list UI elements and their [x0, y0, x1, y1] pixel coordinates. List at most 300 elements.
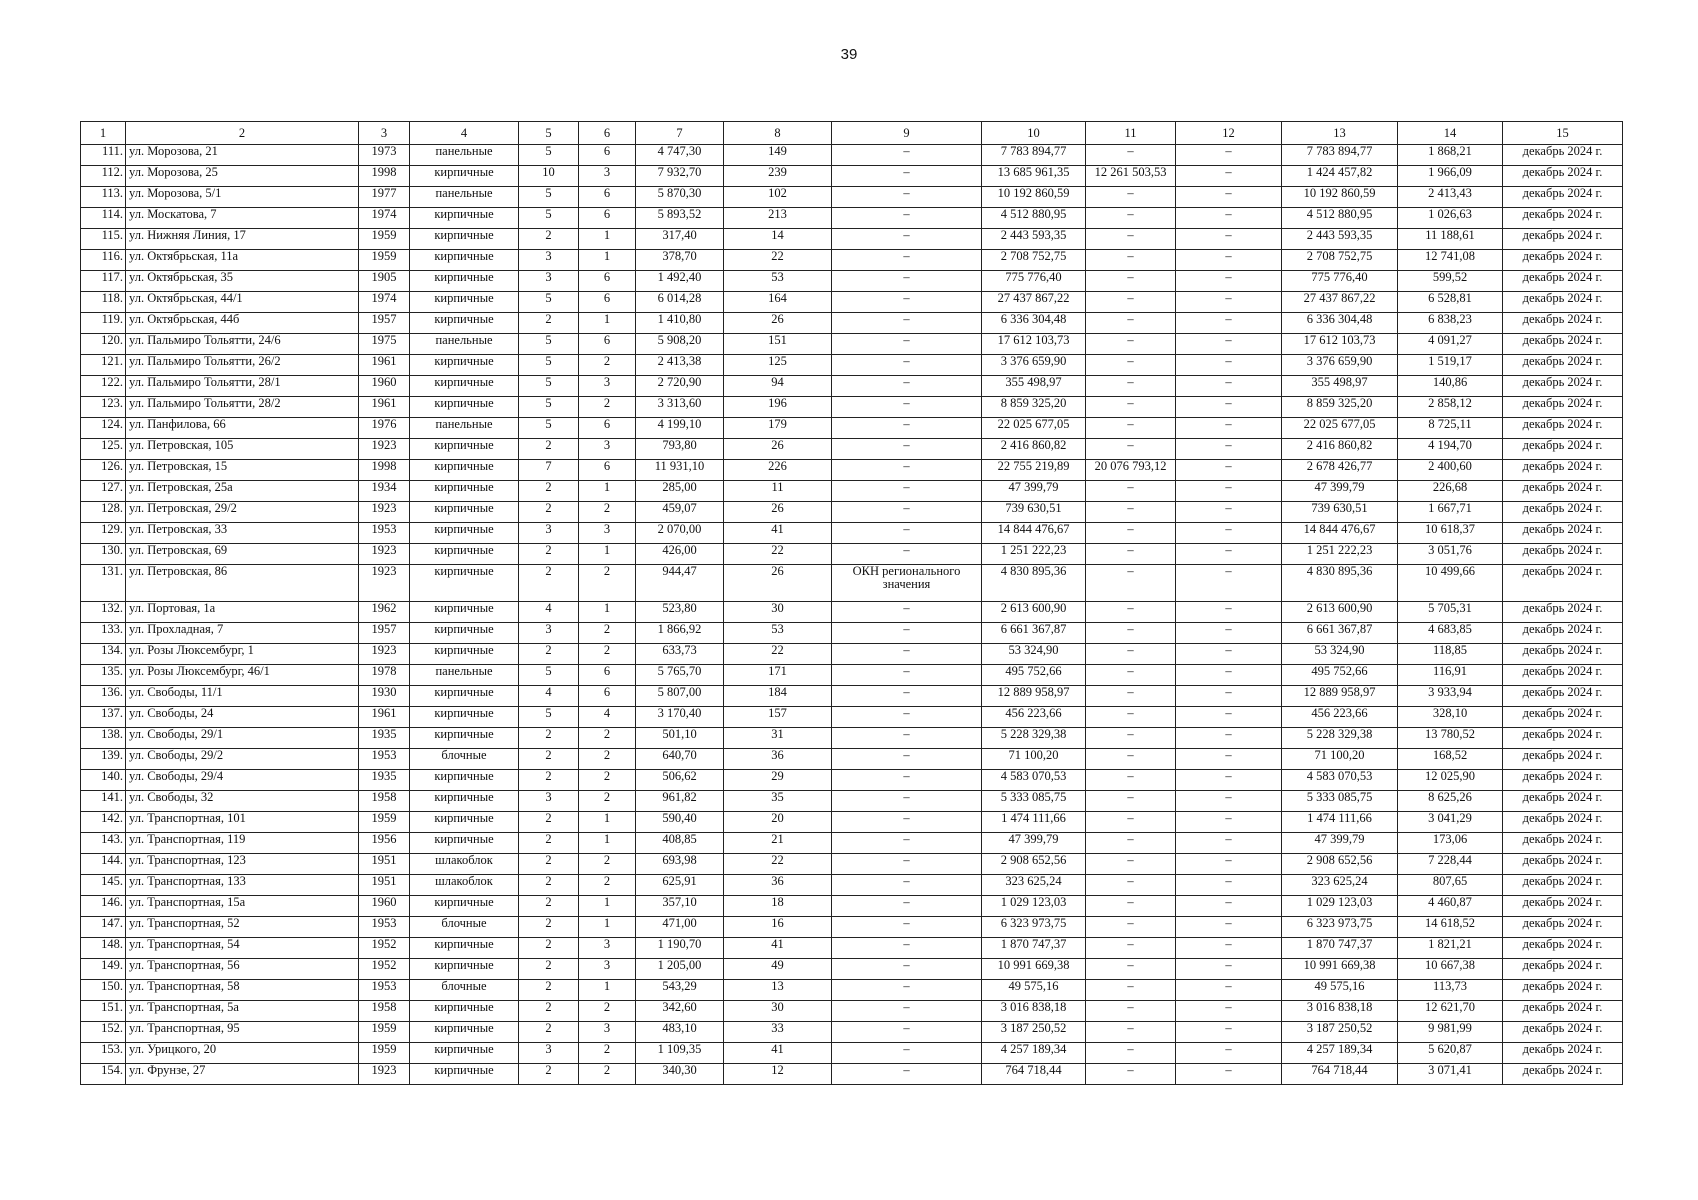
- table-row: [81, 418, 1623, 439]
- col12-cell: –: [1176, 749, 1282, 770]
- heritage-status-cell: –: [832, 313, 982, 334]
- heritage-status-cell: –: [832, 145, 982, 166]
- col14-cell: 12 621,70: [1398, 1001, 1503, 1022]
- col11-cell: –: [1086, 418, 1176, 439]
- deadline-cell: декабрь 2024 г.: [1503, 523, 1623, 544]
- floors-cell: 2: [519, 502, 579, 523]
- row-number: 123.: [81, 397, 126, 418]
- wall-material-cell: кирпичные: [410, 397, 519, 418]
- year-cell: 1930: [359, 686, 410, 707]
- row-number: 126.: [81, 460, 126, 481]
- deadline-cell: декабрь 2024 г.: [1503, 854, 1623, 875]
- wall-material-cell: кирпичные: [410, 565, 519, 602]
- col13-cost-cell: 764 718,44: [1282, 1064, 1398, 1085]
- col14-cell: 2 413,43: [1398, 187, 1503, 208]
- row-number: 124.: [81, 418, 126, 439]
- col6-cell: 1: [579, 229, 636, 250]
- wall-material-cell: кирпичные: [410, 812, 519, 833]
- col14-cell: 328,10: [1398, 707, 1503, 728]
- table-row: [81, 376, 1623, 397]
- table-row: [81, 544, 1623, 565]
- col12-cell: –: [1176, 644, 1282, 665]
- wall-material-cell: кирпичные: [410, 481, 519, 502]
- deadline-cell: декабрь 2024 г.: [1503, 250, 1623, 271]
- year-cell: 1998: [359, 166, 410, 187]
- total-cost-cell: 4 830 895,36: [982, 565, 1086, 602]
- deadline-cell: декабрь 2024 г.: [1503, 376, 1623, 397]
- col8-cell: 22: [724, 854, 832, 875]
- deadline-cell: декабрь 2024 г.: [1503, 397, 1623, 418]
- col13-cost-cell: 10 192 860,59: [1282, 187, 1398, 208]
- col6-cell: 6: [579, 460, 636, 481]
- table-row: [81, 875, 1623, 896]
- area-cell: 523,80: [636, 602, 724, 623]
- col14-cell: 4 683,85: [1398, 623, 1503, 644]
- heritage-status-cell: –: [832, 187, 982, 208]
- total-cost-cell: 5 228 329,38: [982, 728, 1086, 749]
- col8-cell: 53: [724, 623, 832, 644]
- col12-cell: –: [1176, 418, 1282, 439]
- col12-cell: –: [1176, 686, 1282, 707]
- col14-cell: 4 460,87: [1398, 896, 1503, 917]
- heritage-status-cell: –: [832, 770, 982, 791]
- col6-cell: 2: [579, 565, 636, 602]
- address-cell: ул. Октябрьская, 44/1: [126, 292, 359, 313]
- year-cell: 1961: [359, 707, 410, 728]
- total-cost-cell: 7 783 894,77: [982, 145, 1086, 166]
- col13-cost-cell: 47 399,79: [1282, 481, 1398, 502]
- deadline-cell: декабрь 2024 г.: [1503, 917, 1623, 938]
- year-cell: 1934: [359, 481, 410, 502]
- table-row: [81, 397, 1623, 418]
- wall-material-cell: панельные: [410, 145, 519, 166]
- col12-cell: –: [1176, 271, 1282, 292]
- heritage-status-cell: –: [832, 833, 982, 854]
- year-cell: 1951: [359, 875, 410, 896]
- floors-cell: 2: [519, 980, 579, 1001]
- year-cell: 1973: [359, 145, 410, 166]
- col14-cell: 10 618,37: [1398, 523, 1503, 544]
- floors-cell: 3: [519, 271, 579, 292]
- col11-cell: –: [1086, 896, 1176, 917]
- area-cell: 590,40: [636, 812, 724, 833]
- col14-cell: 3 051,76: [1398, 544, 1503, 565]
- col8-cell: 12: [724, 1064, 832, 1085]
- wall-material-cell: кирпичные: [410, 1064, 519, 1085]
- col12-cell: –: [1176, 602, 1282, 623]
- table-row: [81, 166, 1623, 187]
- row-number: 144.: [81, 854, 126, 875]
- area-cell: 7 932,70: [636, 166, 724, 187]
- housing-register-table: [80, 121, 1623, 1085]
- heritage-status-cell: –: [832, 749, 982, 770]
- col6-cell: 2: [579, 355, 636, 376]
- address-cell: ул. Петровская, 15: [126, 460, 359, 481]
- year-cell: 1977: [359, 187, 410, 208]
- column-header: 1: [81, 122, 126, 145]
- col13-cost-cell: 10 991 669,38: [1282, 959, 1398, 980]
- col12-cell: –: [1176, 502, 1282, 523]
- total-cost-cell: 14 844 476,67: [982, 523, 1086, 544]
- wall-material-cell: кирпичные: [410, 770, 519, 791]
- col6-cell: 2: [579, 1064, 636, 1085]
- heritage-status-cell: –: [832, 208, 982, 229]
- col6-cell: 2: [579, 1001, 636, 1022]
- floors-cell: 2: [519, 770, 579, 791]
- floors-cell: 5: [519, 187, 579, 208]
- address-cell: ул. Транспортная, 5а: [126, 1001, 359, 1022]
- col12-cell: –: [1176, 770, 1282, 791]
- heritage-status-cell: –: [832, 938, 982, 959]
- col14-cell: 116,91: [1398, 665, 1503, 686]
- col12-cell: –: [1176, 523, 1282, 544]
- col14-cell: 1 667,71: [1398, 502, 1503, 523]
- heritage-status-cell: –: [832, 523, 982, 544]
- address-cell: ул. Розы Люксембург, 1: [126, 644, 359, 665]
- floors-cell: 5: [519, 145, 579, 166]
- col14-cell: 226,68: [1398, 481, 1503, 502]
- table-row: [81, 271, 1623, 292]
- wall-material-cell: кирпичные: [410, 1043, 519, 1064]
- col11-cell: –: [1086, 959, 1176, 980]
- address-cell: ул. Петровская, 86: [126, 565, 359, 602]
- total-cost-cell: 17 612 103,73: [982, 334, 1086, 355]
- table-row: [81, 728, 1623, 749]
- floors-cell: 2: [519, 812, 579, 833]
- deadline-cell: декабрь 2024 г.: [1503, 1001, 1623, 1022]
- col6-cell: 4: [579, 707, 636, 728]
- address-cell: ул. Октябрьская, 44б: [126, 313, 359, 334]
- col13-cost-cell: 2 708 752,75: [1282, 250, 1398, 271]
- col14-cell: 113,73: [1398, 980, 1503, 1001]
- area-cell: 2 070,00: [636, 523, 724, 544]
- deadline-cell: декабрь 2024 г.: [1503, 334, 1623, 355]
- col6-cell: 2: [579, 854, 636, 875]
- col14-cell: 4 194,70: [1398, 439, 1503, 460]
- col13-cost-cell: 53 324,90: [1282, 644, 1398, 665]
- col13-cost-cell: 739 630,51: [1282, 502, 1398, 523]
- col14-cell: 173,06: [1398, 833, 1503, 854]
- address-cell: ул. Морозова, 5/1: [126, 187, 359, 208]
- year-cell: 1953: [359, 917, 410, 938]
- area-cell: 693,98: [636, 854, 724, 875]
- col14-cell: 10 667,38: [1398, 959, 1503, 980]
- col12-cell: –: [1176, 481, 1282, 502]
- address-cell: ул. Октябрьская, 35: [126, 271, 359, 292]
- area-cell: 2 720,90: [636, 376, 724, 397]
- col8-cell: 14: [724, 229, 832, 250]
- col6-cell: 1: [579, 602, 636, 623]
- col8-cell: 22: [724, 544, 832, 565]
- col12-cell: –: [1176, 980, 1282, 1001]
- col11-cell: –: [1086, 623, 1176, 644]
- total-cost-cell: 2 708 752,75: [982, 250, 1086, 271]
- col13-cost-cell: 12 889 958,97: [1282, 686, 1398, 707]
- col11-cell: –: [1086, 917, 1176, 938]
- wall-material-cell: кирпичные: [410, 686, 519, 707]
- floors-cell: 7: [519, 460, 579, 481]
- row-number: 148.: [81, 938, 126, 959]
- year-cell: 1905: [359, 271, 410, 292]
- col12-cell: –: [1176, 833, 1282, 854]
- col11-cell: –: [1086, 644, 1176, 665]
- col14-cell: 12 025,90: [1398, 770, 1503, 791]
- year-cell: 1962: [359, 602, 410, 623]
- floors-cell: 2: [519, 854, 579, 875]
- total-cost-cell: 5 333 085,75: [982, 791, 1086, 812]
- deadline-cell: декабрь 2024 г.: [1503, 644, 1623, 665]
- col11-cell: 12 261 503,53: [1086, 166, 1176, 187]
- deadline-cell: декабрь 2024 г.: [1503, 166, 1623, 187]
- row-number: 143.: [81, 833, 126, 854]
- col12-cell: –: [1176, 397, 1282, 418]
- col8-cell: 41: [724, 523, 832, 544]
- col14-cell: 6 528,81: [1398, 292, 1503, 313]
- area-cell: 1 492,40: [636, 271, 724, 292]
- row-number: 154.: [81, 1064, 126, 1085]
- total-cost-cell: 6 323 973,75: [982, 917, 1086, 938]
- col6-cell: 2: [579, 644, 636, 665]
- col8-cell: 171: [724, 665, 832, 686]
- col11-cell: –: [1086, 313, 1176, 334]
- area-cell: 2 413,38: [636, 355, 724, 376]
- row-number: 153.: [81, 1043, 126, 1064]
- column-header: 11: [1086, 122, 1176, 145]
- wall-material-cell: панельные: [410, 418, 519, 439]
- floors-cell: 2: [519, 875, 579, 896]
- col8-cell: 164: [724, 292, 832, 313]
- area-cell: 340,30: [636, 1064, 724, 1085]
- col6-cell: 1: [579, 544, 636, 565]
- col8-cell: 184: [724, 686, 832, 707]
- deadline-cell: декабрь 2024 г.: [1503, 938, 1623, 959]
- col8-cell: 157: [724, 707, 832, 728]
- year-cell: 1961: [359, 397, 410, 418]
- table-row: [81, 959, 1623, 980]
- column-header: 4: [410, 122, 519, 145]
- col8-cell: 94: [724, 376, 832, 397]
- year-cell: 1959: [359, 250, 410, 271]
- year-cell: 1959: [359, 229, 410, 250]
- year-cell: 1953: [359, 523, 410, 544]
- row-number: 130.: [81, 544, 126, 565]
- col8-cell: 18: [724, 896, 832, 917]
- deadline-cell: декабрь 2024 г.: [1503, 749, 1623, 770]
- table-row: [81, 1001, 1623, 1022]
- row-number: 120.: [81, 334, 126, 355]
- floors-cell: 2: [519, 1022, 579, 1043]
- table-row: [81, 602, 1623, 623]
- table-row: [81, 334, 1623, 355]
- deadline-cell: декабрь 2024 г.: [1503, 145, 1623, 166]
- col14-cell: 118,85: [1398, 644, 1503, 665]
- deadline-cell: декабрь 2024 г.: [1503, 502, 1623, 523]
- deadline-cell: декабрь 2024 г.: [1503, 896, 1623, 917]
- col12-cell: –: [1176, 812, 1282, 833]
- col13-cost-cell: 49 575,16: [1282, 980, 1398, 1001]
- col12-cell: –: [1176, 187, 1282, 208]
- deadline-cell: декабрь 2024 г.: [1503, 770, 1623, 791]
- floors-cell: 5: [519, 418, 579, 439]
- deadline-cell: декабрь 2024 г.: [1503, 875, 1623, 896]
- floors-cell: 5: [519, 208, 579, 229]
- area-cell: 483,10: [636, 1022, 724, 1043]
- col6-cell: 1: [579, 250, 636, 271]
- heritage-status-cell: –: [832, 665, 982, 686]
- wall-material-cell: кирпичные: [410, 502, 519, 523]
- year-cell: 1923: [359, 544, 410, 565]
- deadline-cell: декабрь 2024 г.: [1503, 833, 1623, 854]
- col11-cell: 20 076 793,12: [1086, 460, 1176, 481]
- row-number: 111.: [81, 145, 126, 166]
- address-cell: ул. Морозова, 25: [126, 166, 359, 187]
- col12-cell: –: [1176, 145, 1282, 166]
- heritage-status-cell: –: [832, 791, 982, 812]
- row-number: 149.: [81, 959, 126, 980]
- deadline-cell: декабрь 2024 г.: [1503, 229, 1623, 250]
- col14-cell: 3 933,94: [1398, 686, 1503, 707]
- row-number: 122.: [81, 376, 126, 397]
- col11-cell: –: [1086, 1064, 1176, 1085]
- total-cost-cell: 775 776,40: [982, 271, 1086, 292]
- col13-cost-cell: 47 399,79: [1282, 833, 1398, 854]
- heritage-status-cell: –: [832, 1043, 982, 1064]
- col12-cell: –: [1176, 355, 1282, 376]
- col11-cell: –: [1086, 875, 1176, 896]
- address-cell: ул. Свободы, 29/1: [126, 728, 359, 749]
- area-cell: 1 190,70: [636, 938, 724, 959]
- wall-material-cell: кирпичные: [410, 644, 519, 665]
- year-cell: 1961: [359, 355, 410, 376]
- col8-cell: 41: [724, 1043, 832, 1064]
- col12-cell: –: [1176, 544, 1282, 565]
- heritage-status-cell: –: [832, 460, 982, 481]
- row-number: 133.: [81, 623, 126, 644]
- col11-cell: –: [1086, 1001, 1176, 1022]
- col12-cell: –: [1176, 439, 1282, 460]
- heritage-status-cell: –: [832, 418, 982, 439]
- table-row: [81, 523, 1623, 544]
- year-cell: 1935: [359, 728, 410, 749]
- address-cell: ул. Октябрьская, 11а: [126, 250, 359, 271]
- col14-cell: 5 705,31: [1398, 602, 1503, 623]
- address-cell: ул. Петровская, 25а: [126, 481, 359, 502]
- col13-cost-cell: 2 908 652,56: [1282, 854, 1398, 875]
- table-row: [81, 229, 1623, 250]
- area-cell: 4 199,10: [636, 418, 724, 439]
- col13-cost-cell: 456 223,66: [1282, 707, 1398, 728]
- floors-cell: 4: [519, 686, 579, 707]
- table-row: [81, 707, 1623, 728]
- col13-cost-cell: 2 443 593,35: [1282, 229, 1398, 250]
- total-cost-cell: 4 583 070,53: [982, 770, 1086, 791]
- column-header: 2: [126, 122, 359, 145]
- address-cell: ул. Панфилова, 66: [126, 418, 359, 439]
- area-cell: 342,60: [636, 1001, 724, 1022]
- address-cell: ул. Нижняя Линия, 17: [126, 229, 359, 250]
- year-cell: 1952: [359, 959, 410, 980]
- wall-material-cell: кирпичные: [410, 602, 519, 623]
- table-row: [81, 292, 1623, 313]
- column-header: 6: [579, 122, 636, 145]
- address-cell: ул. Свободы, 32: [126, 791, 359, 812]
- col13-cost-cell: 6 661 367,87: [1282, 623, 1398, 644]
- address-cell: ул. Москатова, 7: [126, 208, 359, 229]
- col11-cell: –: [1086, 229, 1176, 250]
- total-cost-cell: 8 859 325,20: [982, 397, 1086, 418]
- table-row: [81, 187, 1623, 208]
- col14-cell: 14 618,52: [1398, 917, 1503, 938]
- col14-cell: 1 026,63: [1398, 208, 1503, 229]
- heritage-status-cell: –: [832, 250, 982, 271]
- area-cell: 1 109,35: [636, 1043, 724, 1064]
- area-cell: 506,62: [636, 770, 724, 791]
- year-cell: 1998: [359, 460, 410, 481]
- area-cell: 5 893,52: [636, 208, 724, 229]
- col14-cell: 3 071,41: [1398, 1064, 1503, 1085]
- col14-cell: 10 499,66: [1398, 565, 1503, 602]
- total-cost-cell: 4 512 880,95: [982, 208, 1086, 229]
- column-header: 12: [1176, 122, 1282, 145]
- year-cell: 1958: [359, 791, 410, 812]
- column-header: 9: [832, 122, 982, 145]
- col13-cost-cell: 2 613 600,90: [1282, 602, 1398, 623]
- wall-material-cell: кирпичные: [410, 208, 519, 229]
- col8-cell: 30: [724, 602, 832, 623]
- wall-material-cell: кирпичные: [410, 460, 519, 481]
- area-cell: 5 807,00: [636, 686, 724, 707]
- heritage-status-cell: –: [832, 875, 982, 896]
- total-cost-cell: 22 025 677,05: [982, 418, 1086, 439]
- col11-cell: –: [1086, 523, 1176, 544]
- col14-cell: 2 400,60: [1398, 460, 1503, 481]
- wall-material-cell: кирпичные: [410, 376, 519, 397]
- col6-cell: 6: [579, 271, 636, 292]
- floors-cell: 2: [519, 833, 579, 854]
- floors-cell: 5: [519, 397, 579, 418]
- heritage-status-cell: –: [832, 854, 982, 875]
- table-row: [81, 686, 1623, 707]
- heritage-status-cell: –: [832, 707, 982, 728]
- col12-cell: –: [1176, 623, 1282, 644]
- heritage-status-cell: –: [832, 544, 982, 565]
- wall-material-cell: шлакоблок: [410, 854, 519, 875]
- col6-cell: 2: [579, 728, 636, 749]
- heritage-status-cell: –: [832, 355, 982, 376]
- col8-cell: 26: [724, 313, 832, 334]
- floors-cell: 3: [519, 1043, 579, 1064]
- total-cost-cell: 1 251 222,23: [982, 544, 1086, 565]
- col12-cell: –: [1176, 292, 1282, 313]
- address-cell: ул. Пальмиро Тольятти, 28/1: [126, 376, 359, 397]
- total-cost-cell: 1 870 747,37: [982, 938, 1086, 959]
- wall-material-cell: кирпичные: [410, 313, 519, 334]
- table-row: [81, 917, 1623, 938]
- address-cell: ул. Транспортная, 95: [126, 1022, 359, 1043]
- col8-cell: 179: [724, 418, 832, 439]
- area-cell: 1 410,80: [636, 313, 724, 334]
- col11-cell: –: [1086, 665, 1176, 686]
- deadline-cell: декабрь 2024 г.: [1503, 460, 1623, 481]
- address-cell: ул. Петровская, 33: [126, 523, 359, 544]
- col11-cell: –: [1086, 1043, 1176, 1064]
- area-cell: 543,29: [636, 980, 724, 1001]
- heritage-status-cell: –: [832, 481, 982, 502]
- col13-cost-cell: 7 783 894,77: [1282, 145, 1398, 166]
- col12-cell: –: [1176, 376, 1282, 397]
- col8-cell: 102: [724, 187, 832, 208]
- total-cost-cell: 1 029 123,03: [982, 896, 1086, 917]
